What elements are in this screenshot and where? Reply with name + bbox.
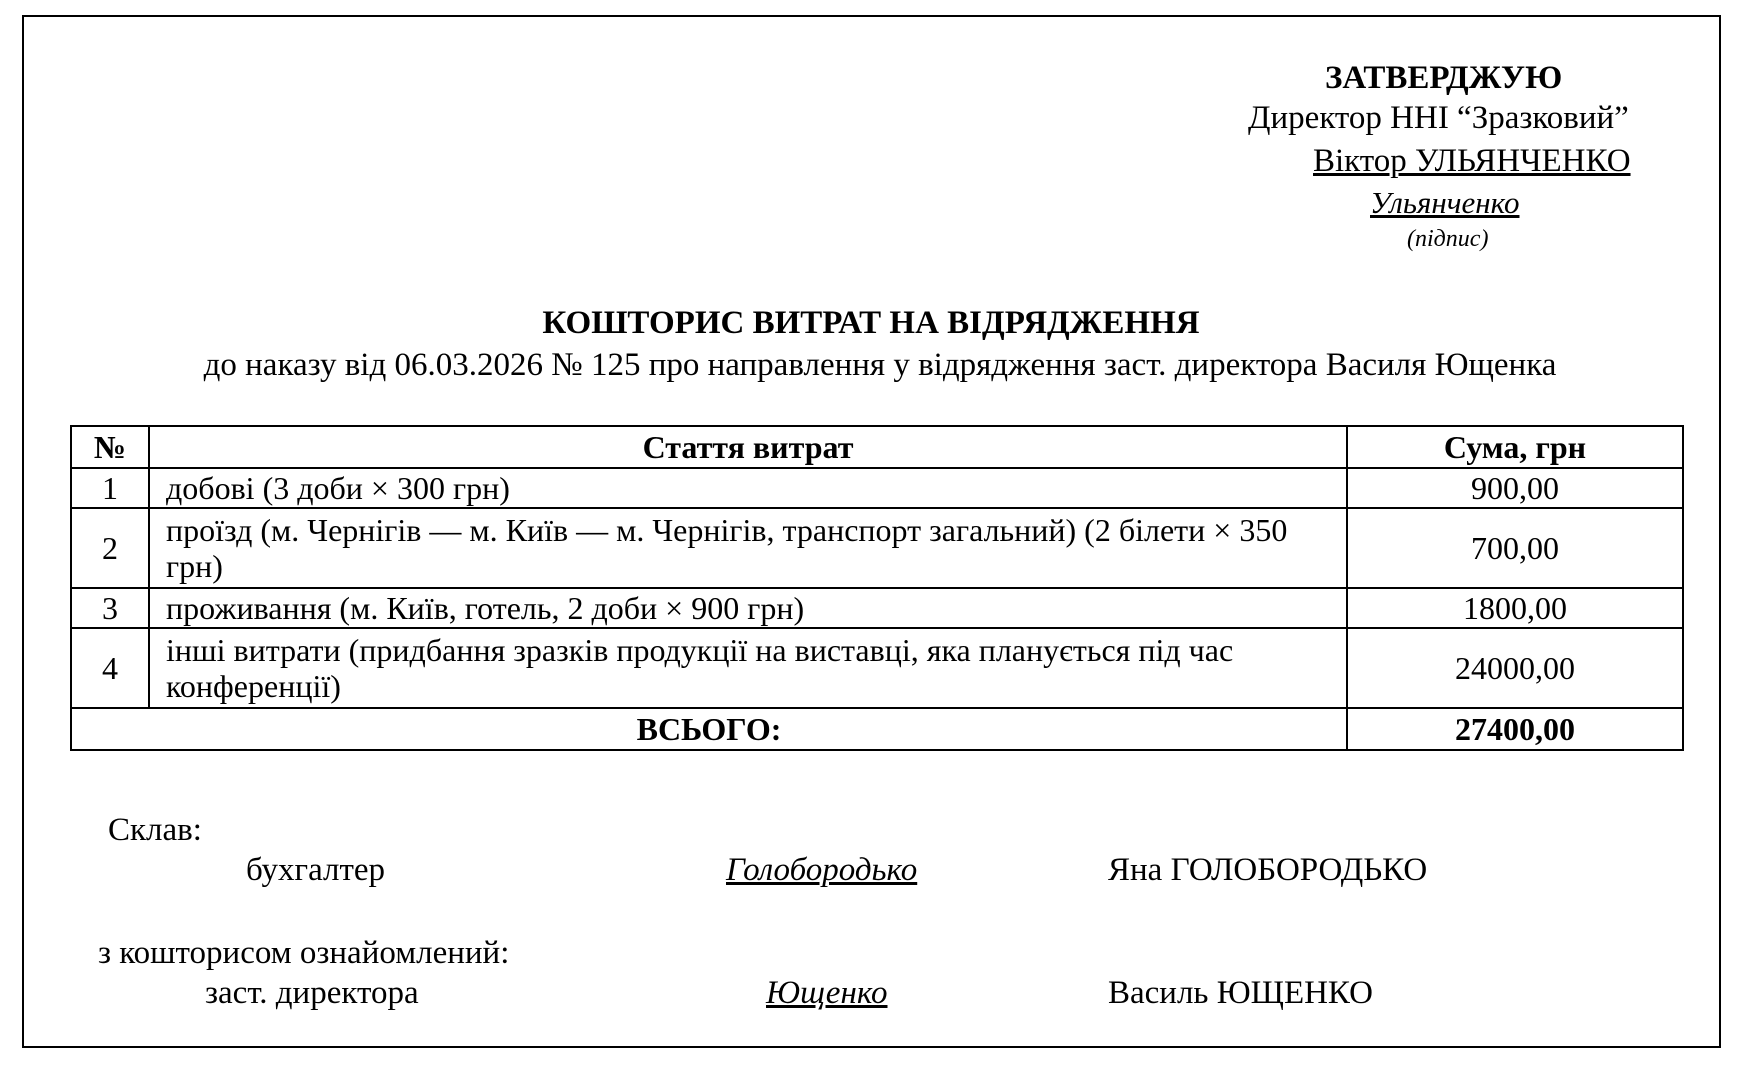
header-number: № <box>71 426 149 468</box>
acknowledger-signature: Ющенко <box>766 975 888 1011</box>
row-sum: 24000,00 <box>1347 628 1683 708</box>
composer-name: Яна ГОЛОБОРОДЬКО <box>1108 852 1428 888</box>
composer-signature: Голобородько <box>726 852 918 888</box>
row-number: 4 <box>71 628 149 708</box>
approver-signature: Ульянченко <box>1370 185 1520 220</box>
row-sum: 1800,00 <box>1347 588 1683 628</box>
table-header-row <box>71 426 1683 468</box>
document-title: КОШТОРИС ВИТРАТ НА ВІДРЯДЖЕННЯ <box>542 305 1200 341</box>
document-subtitle: до наказу від 06.03.2026 № 125 про направлення у відрядження заст. директора Василя Ющенка <box>203 347 1557 383</box>
approver-name: Віктор УЛЬЯНЧЕНКО <box>1313 143 1631 179</box>
row-item: інші витрати (придбання зразків продукції на виставці, яка планується під час конференції) <box>149 628 1347 708</box>
row-item: проїзд (м. Чернігів — м. Київ — м. Чернігів, транспорт загальний) (2 білети × 350 грн) <box>149 508 1347 588</box>
row-sum: 900,00 <box>1347 468 1683 508</box>
signature-caption: (підпис) <box>1407 226 1489 252</box>
table-row <box>71 628 1683 708</box>
approver-position: Директор ННІ “Зразковий” <box>1248 100 1629 136</box>
composer-role: бухгалтер <box>246 852 386 888</box>
row-number: 2 <box>71 508 149 588</box>
header-sum: Сума, грн <box>1347 426 1683 468</box>
acknowledged-label: з кошторисом ознайомлений: <box>98 935 510 971</box>
header-item: Стаття витрат <box>149 426 1347 468</box>
table-row <box>71 588 1683 628</box>
row-item: добові (3 доби × 300 грн) <box>149 468 1347 508</box>
row-number: 1 <box>71 468 149 508</box>
row-number: 3 <box>71 588 149 628</box>
total-sum: 27400,00 <box>1347 708 1683 750</box>
acknowledger-role: заст. директора <box>205 975 419 1011</box>
row-sum: 700,00 <box>1347 508 1683 588</box>
approval-title: ЗАТВЕРДЖУЮ <box>1325 60 1563 96</box>
composed-label: Склав: <box>108 812 202 848</box>
table-row <box>71 468 1683 508</box>
row-item: проживання (м. Київ, готель, 2 доби × 900 грн) <box>149 588 1347 628</box>
cost-table <box>70 425 1684 751</box>
acknowledger-name: Василь ЮЩЕНКО <box>1108 975 1373 1011</box>
total-label: ВСЬОГО: <box>71 708 1347 750</box>
table-row <box>71 508 1683 588</box>
total-row <box>71 708 1683 750</box>
